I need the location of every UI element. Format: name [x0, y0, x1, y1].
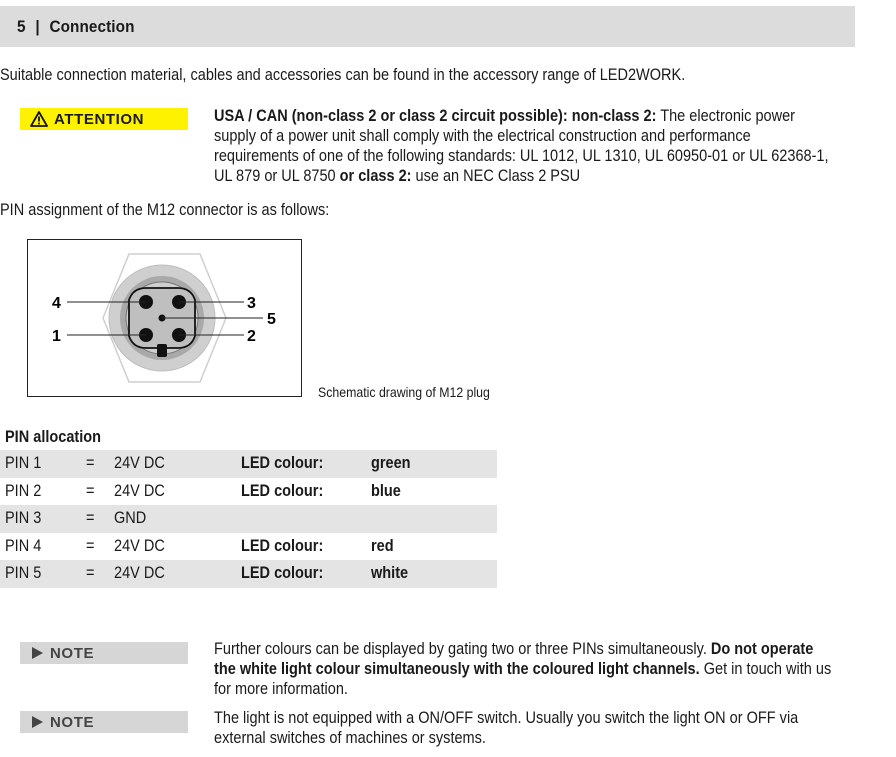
attention-class2: or class 2:	[339, 167, 412, 185]
intro-text: Suitable connection material, cables and accessories can be found in the accessory range of LED2WORK.	[0, 66, 686, 84]
voltage-cell: 24V DC	[114, 536, 165, 555]
note-badge	[20, 642, 188, 664]
attention-text	[214, 106, 839, 186]
note-text	[214, 708, 839, 748]
led-label-cell: LED colour:	[241, 481, 324, 500]
pin-cell: PIN 4	[5, 536, 42, 555]
pin-label-5: 5	[267, 311, 276, 328]
pin-cell: PIN 3	[5, 509, 42, 528]
attention-label: ATTENTION	[54, 110, 145, 128]
attention-body-end: use an NEC Class 2 PSU	[411, 167, 581, 185]
equals-cell: =	[86, 564, 95, 583]
table-row	[0, 478, 497, 506]
note-warning: Do not operate the white light colour simultaneously with the coloured light channels.	[214, 640, 814, 678]
led-label-cell: LED colour:	[241, 536, 324, 555]
note-label: NOTE	[50, 644, 95, 662]
equals-cell: =	[86, 536, 95, 555]
section-title-text: Connection	[49, 16, 135, 36]
table-row	[0, 505, 497, 533]
colour-cell: white	[371, 564, 409, 583]
pin-label-3: 3	[247, 295, 256, 312]
pin-label-1: 1	[52, 328, 61, 345]
m12-connector-figure	[27, 239, 302, 397]
attention-body: The electronic power supply of a power unit shall comply with the electrical construction and performance requirements of one of the following standards: UL 1012, UL 1310, UL 60950-01 or UL 62368-1, UL 879 or UL 8750	[214, 107, 829, 185]
warning-triangle-icon	[30, 111, 48, 127]
table-row	[0, 533, 497, 561]
equals-cell: =	[86, 509, 95, 528]
pin-label-4: 4	[52, 295, 61, 312]
pin-allocation-table	[0, 450, 497, 588]
colour-cell: green	[371, 454, 411, 473]
pin-cell: PIN 2	[5, 481, 42, 500]
colour-cell: red	[371, 536, 394, 555]
pin-cell: PIN 5	[5, 564, 42, 583]
pin-allocation-title: PIN allocation	[5, 428, 102, 446]
pin-intro-text: PIN assignment of the M12 connector is as follows:	[0, 201, 330, 219]
m12-plug-drawing	[28, 240, 301, 396]
table-row	[0, 560, 497, 588]
voltage-cell: GND	[114, 509, 147, 528]
colour-cell: blue	[371, 481, 401, 500]
section-number: 5	[17, 16, 26, 36]
pin-cell: PIN 1	[5, 454, 42, 473]
section-header	[0, 6, 855, 47]
figure-caption: Schematic drawing of M12 plug	[318, 384, 490, 400]
note-label: NOTE	[50, 713, 95, 731]
note-body: The light is not equipped with a ON/OFF switch. Usually you switch the light ON or OFF via external switches of machines or systems.	[214, 709, 799, 747]
attention-badge	[20, 108, 188, 130]
pin-label-2: 2	[247, 328, 256, 345]
triangle-right-icon	[30, 715, 44, 729]
voltage-cell: 24V DC	[114, 564, 165, 583]
voltage-cell: 24V DC	[114, 481, 165, 500]
equals-cell: =	[86, 454, 95, 473]
voltage-cell: 24V DC	[114, 454, 165, 473]
attention-lead: USA / CAN (non-class 2 or class 2 circuit possible): non-class 2:	[214, 107, 657, 125]
note-text	[214, 639, 839, 699]
equals-cell: =	[86, 481, 95, 500]
led-label-cell: LED colour:	[241, 564, 324, 583]
triangle-right-icon	[30, 646, 44, 660]
table-row	[0, 450, 497, 478]
note-badge	[20, 711, 188, 733]
section-title	[17, 17, 135, 37]
section-separator: |	[35, 16, 40, 36]
note-body-end: Get in touch with us for more information.	[214, 660, 832, 698]
note-body: Further colours can be displayed by gating two or three PINs simultaneously.	[214, 640, 711, 658]
led-label-cell: LED colour:	[241, 454, 324, 473]
